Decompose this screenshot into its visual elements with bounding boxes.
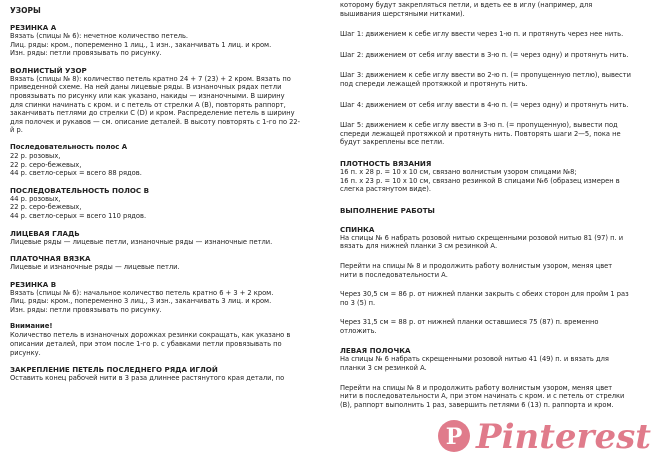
pattern-sections: [10, 23, 312, 383]
text-line: вязать для нижней планки 3 см резинкой А.: [340, 242, 498, 251]
section-heading: ЛИЦЕВАЯ ГЛАДЬ: [10, 228, 80, 238]
text-line: На спицы № 6 набрать розовой нитью скрещенными розовой нитью 81 (97) п. и: [340, 233, 624, 242]
text-line: которому будут закрепляться петли, и вдеть ее в иглу (например, для: [340, 1, 593, 9]
text-line: нити в последовательности А.: [340, 270, 448, 279]
text-line: нити в последовательности А, при этом начинать с кром. и с петель от стрелки: [340, 392, 625, 401]
text-line: планки 3 см резинкой А.: [340, 364, 427, 373]
text-line: слегка растянутом виде).: [340, 185, 432, 194]
step-line: Шаг 5: движением к себе иглу ввести в 3-ю п. (= пропущенную), вывести под: [340, 121, 618, 130]
text-line: 22 р. розовых,: [10, 151, 61, 160]
text-line: Перейти на спицы № 8 и продолжить работу волнистым узором, меняя цвет: [340, 261, 613, 270]
text-line: 44 р. светло-серых = всего 88 рядов.: [10, 169, 142, 178]
text-line: На спицы № 6 набрать скрещенными розовой нитью 41 (49) п. и вязать для: [340, 355, 609, 364]
step-line: спереди лежащей протяжкой и протянуть нить. Повторять шаги 2—5, пока не: [340, 129, 621, 138]
text-line: й р.: [10, 126, 23, 135]
text-line: приведенной схеме. На ней даны лицевые ряды. В изнаночных рядах петли: [10, 83, 282, 92]
text-line: 16 п. х 28 р. = 10 х 10 см, связано волнистым узором спицами №8;: [340, 167, 577, 176]
text-line: провязывать по рисунку или как указано, накиды — изнаночными. В ширину: [10, 91, 285, 100]
text-line: Через 31,5 см = 88 р. от нижней планки оставшиеся 75 (87) п. временно: [340, 318, 599, 327]
text-line: Оставить конец рабочей нити в 3 раза длиннее растянутого края детали, по: [10, 374, 285, 383]
section-heading: ВОЛНИСТЫЙ УЗОР: [10, 65, 87, 75]
text-line: описании деталей, при этом после 1-го р. с убавками петли провязывать по: [10, 340, 282, 349]
front-heading: ЛЕВАЯ ПОЛОЧКА: [340, 346, 411, 356]
svg-text:P: P: [445, 424, 463, 450]
section-heading: Внимание!: [10, 322, 53, 331]
text-line: Через 30,5 см = 86 р. от нижней планки закрыть с обеих сторон для пройм 1 раз: [340, 290, 629, 299]
text-line: Лицевые и изнаночные ряды — лицевые петли.: [10, 263, 180, 272]
section-heading: РЕЗИНКА В: [10, 279, 57, 289]
step-line: будут закреплены все петли.: [340, 138, 445, 147]
text-line: Лиц. ряды: кром., попеременно 3 лиц., 3 изн., заканчивать 3 лиц. и кром.: [10, 297, 272, 306]
back-heading: СПИНКА: [340, 224, 375, 234]
section-heading: ЗАКРЕПЛЕНИЕ ПЕТЕЛЬ ПОСЛЕДНЕГО РЯДА ИГЛОЙ: [10, 365, 218, 375]
text-line: Лиц. ряды: кром., попеременно 1 лиц., 1 изн., заканчивать 1 лиц. и кром.: [10, 40, 272, 49]
section-heading: Последовательность полос А: [10, 142, 128, 151]
step-line: Шаг 3: движением к себе иглу ввести во 2-ю п. (= пропущенную петлю), вывести: [340, 71, 631, 80]
text-line: 16 п. х 23 р. = 10 х 10 см, связано резинкой В спицами №6 (образец измерен в: [340, 176, 620, 185]
text-line: 44 р. розовых,: [10, 194, 61, 203]
page-title: УЗОРЫ: [10, 6, 41, 15]
right-content: [340, 1, 652, 409]
work-heading: ВЫПОЛНЕНИЕ РАБОТЫ: [340, 205, 435, 215]
step-line: Шаг 4: движением от себя иглу ввести в 4-ю п. (= через одну) и протянуть нить.: [340, 100, 629, 109]
text-line: Лицевые ряды — лицевые петли, изнаночные ряды — изнаночные петли.: [10, 237, 273, 246]
right-column: [340, 0, 652, 409]
pinterest-watermark: [432, 392, 660, 466]
density-heading: ПЛОТНОСТЬ ВЯЗАНИЯ: [340, 158, 432, 168]
text-line: 44 р. светло-серых = всего 110 рядов.: [10, 211, 147, 220]
text-line: для спинки начинать с кром. и с петель от стрелки А (В), повторять раппорт,: [10, 100, 286, 109]
text-line: 22 р. серо-бежевых,: [10, 203, 82, 212]
section-heading: РЕЗИНКА А: [10, 23, 57, 32]
section-heading: ПЛАТОЧНАЯ ВЯЗКА: [10, 254, 91, 264]
text-line: Перейти на спицы № 8 и продолжить работу волнистым узором, меняя цвет: [340, 383, 613, 392]
text-line: Вязать (спицы № 6): начальное количество петель кратно 6 + 3 + 2 кром.: [10, 288, 274, 297]
text-line: 22 р. серо-бежевых,: [10, 160, 82, 169]
text-line: Вязать (спицы № 8): количество петель кратно 24 + 7 (23) + 2 кром. Вязать по: [10, 74, 291, 83]
watermark-text: Pinterest: [476, 417, 651, 457]
step-line: под спереди лежащей протяжкой и протянуть нить.: [340, 79, 528, 88]
text-line: (В), раппорт выполнить 1 раз, завершить петлями 6 (13) п. раппорта и кром.: [340, 400, 614, 409]
text-line: Вязать (спицы № 6): нечетное количество петель.: [10, 32, 189, 40]
text-line: Изн. ряды: петли провязывать по рисунку.: [10, 49, 162, 58]
text-line: вышивания шерстяными нитками).: [340, 9, 465, 18]
step-line: Шаг 2: движением от себя иглу ввести в 3-ю п. (= через одну) и протянуть нить.: [340, 50, 629, 59]
text-line: Изн. ряды: петли провязывать по рисунку.: [10, 305, 162, 314]
text-line: для полочек и рукавов — см. описание деталей. В высоту повторять с 1-го по 22-: [10, 117, 301, 126]
text-line: по 3 (5) п.: [340, 298, 376, 307]
text-line: отложить.: [340, 326, 377, 335]
text-line: заканчивать петлями до стрелки С (D) и кром. Распределение петель в ширину: [10, 109, 295, 118]
left-column: [10, 0, 312, 383]
step-line: Шаг 1: движением к себе иглу ввести через 1-ю п. и протянуть через нее нить.: [340, 30, 624, 39]
section-heading: ПОСЛЕДОВАТЕЛЬНОСТЬ ПОЛОС В: [10, 185, 150, 195]
text-line: рисунку.: [10, 348, 41, 357]
text-line: Количество петель в изнаночных дорожках резинки сокращать, как указано в: [10, 331, 291, 340]
